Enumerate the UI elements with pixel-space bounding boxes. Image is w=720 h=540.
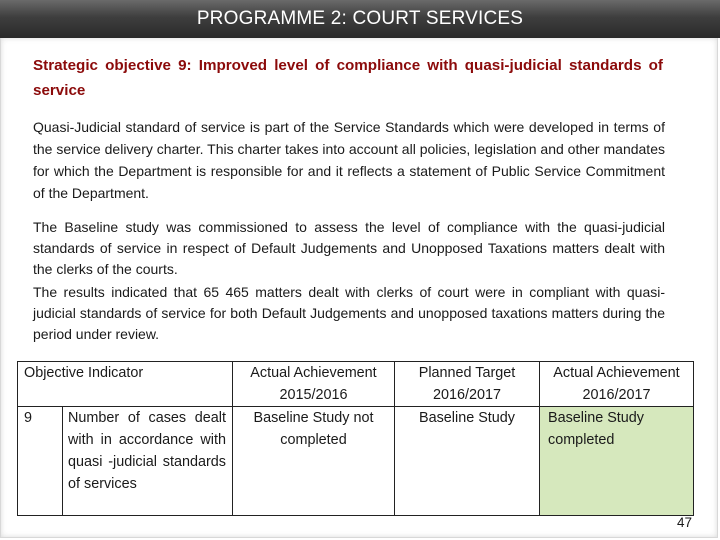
header-objective-indicator-label: Objective Indicator: [24, 365, 144, 381]
paragraph-service-standards: Quasi-Judicial standard of service is part of the Service Standards which were developed in terms of the service delivery charter. This charter takes into account all policies, legislation and other mandates for which the Department is responsible for and it reflects a statement of Public Service Commitment of the Department.: [33, 119, 665, 201]
indicator-description: Number of cases dealt with in accordance with quasi -judicial standards of services: [63, 407, 233, 516]
table-row: [18, 407, 694, 516]
indicator-table: [17, 361, 694, 516]
actual-2016-value: Baseline Study completed: [540, 407, 694, 516]
header-planned-2016: [395, 362, 540, 407]
actual-2015-value: Baseline Study not completed: [233, 407, 395, 516]
page-banner: [0, 0, 720, 38]
header-actual-2015-year: 2015/2016: [279, 387, 348, 403]
header-actual-2015-label: Actual Achievement: [250, 365, 377, 381]
header-actual-2016: [540, 362, 694, 407]
table-header-row: [18, 362, 694, 407]
paragraph-baseline-study: The Baseline study was commissioned to assess the level of compliance with the quasi-judicial standards of service in respect of Default Judgements and Unopposed Taxations matters dealt with the clerks of the courts.: [33, 219, 665, 277]
banner-title: PROGRAMME 2: COURT SERVICES: [196, 8, 524, 29]
page-number: 47: [676, 515, 692, 530]
planned-2016-value: Baseline Study: [395, 407, 540, 516]
header-actual-2016-year: 2016/2017: [582, 387, 651, 403]
header-planned-2016-label: Planned Target: [418, 365, 516, 381]
strategic-objective-heading: Strategic objective 9: Improved level of compliance with quasi-judicial standards of service: [33, 57, 663, 99]
indicator-number: 9: [18, 407, 63, 516]
header-planned-2016-year: 2016/2017: [432, 387, 502, 403]
header-objective-indicator: [18, 362, 233, 407]
header-actual-2016-label: Actual Achievement: [553, 365, 680, 381]
paragraph-results: The results indicated that 65 465 matters dealt with clerks of court were in compliant with quasi-judicial standards of service for both Default Judgements and unopposed taxations matters during the period under review.: [33, 284, 665, 342]
header-actual-2015: [233, 362, 395, 407]
